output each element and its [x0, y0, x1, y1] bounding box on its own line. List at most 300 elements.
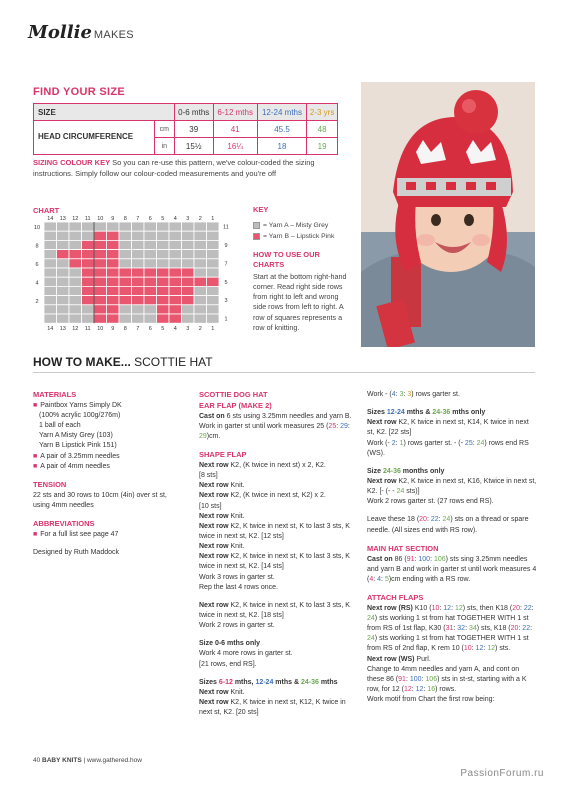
shape-flap-rows: [199, 461, 354, 593]
chart-cell: [94, 296, 107, 305]
chart-top-number: 6: [148, 216, 152, 222]
size-col-3: 2-3 yrs: [307, 104, 338, 121]
chart-cell: [157, 277, 170, 286]
shape-flap-row-10: Rep the last 4 rows once.: [199, 583, 278, 591]
chart-cell: [44, 296, 57, 305]
garter-para: Work in garter st until work measures 25 (25: 29: 29)cm.: [199, 422, 350, 441]
baby-hat-photo: [361, 82, 535, 347]
chart-cell: [94, 222, 107, 231]
chart-cell: [94, 240, 107, 249]
materials-item-2: ■ A pair of 3.25mm needles: [33, 452, 183, 462]
leave-para: Leave these 18 (20: 22: 24) sts on a thread or spare needle. (All sizes end with RS row).: [367, 516, 529, 534]
chart-top-number: 8: [123, 216, 127, 222]
chart-key: [253, 205, 353, 333]
chart-cell: [94, 277, 107, 286]
chart-cell: [169, 305, 182, 314]
chart-bottom-number: 11: [84, 326, 91, 333]
footer-title: BABY KNITS: [42, 757, 82, 764]
chart-left-number: 6: [35, 262, 39, 268]
bullet-icon: ■: [33, 401, 38, 409]
motif-para: Work motif from Chart the first row being:: [367, 696, 495, 704]
chart-cell: [169, 259, 182, 268]
work-rows-para: Work - (4: 3: 3) rows garter st.: [367, 391, 460, 398]
chart-top-number: 2: [198, 216, 202, 222]
chart-cell: [207, 240, 220, 249]
chart-cell: [144, 305, 157, 314]
chart-cell: [57, 240, 70, 249]
chart-cell: [207, 231, 220, 240]
chart-cell: [157, 240, 170, 249]
chart-top-number: 12: [72, 216, 79, 222]
chart-bottom-number: 13: [59, 326, 66, 333]
chart-bottom-number: 10: [97, 326, 104, 333]
chart-cell: [144, 250, 157, 259]
chart-cell: [182, 277, 195, 286]
chart-cell: [132, 268, 145, 277]
chart-cell: [82, 231, 95, 240]
chart-bottom-number: 7: [136, 326, 140, 333]
chart-cell: [69, 277, 82, 286]
size06-text2: [21 rows, end RS].: [199, 660, 257, 668]
chart-bottom-number: 2: [198, 326, 202, 333]
chart-top-number: 13: [59, 216, 66, 222]
chart-cell: [44, 305, 57, 314]
abbreviations-title: ABBREVIATIONS: [33, 519, 95, 529]
chart-bottom-number: 9: [111, 326, 115, 333]
size-col-1: 6-12 mths: [213, 104, 257, 121]
shape-flap-row-4: [10 sts]: [199, 502, 222, 510]
chart-cell: [194, 296, 207, 305]
chart-cell: [82, 250, 95, 259]
cm-value-2: 45.5: [257, 121, 307, 138]
shape-flap-row-9: Work 3 rows in garter st.: [199, 573, 275, 581]
sizes-1224-title: Sizes 12-24 mths & 24-36 mths only: [367, 409, 486, 417]
chart-cell: [82, 314, 95, 323]
chart-bottom-number: 4: [173, 326, 177, 333]
chart-cell: [69, 259, 82, 268]
materials-title: MATERIALS: [33, 390, 77, 399]
chart-cell: [119, 296, 132, 305]
sizing-colour-key: [33, 158, 333, 179]
chart-cell: [119, 277, 132, 286]
chart-cell: [194, 314, 207, 323]
in-value-1: 16¼: [213, 138, 257, 155]
size-2436-row: Next row K2, K twice in next st, K16, Ktwice in next st, K2. [- (- - 24 sts)]: [367, 477, 537, 496]
chart-cell: [157, 296, 170, 305]
baby-hat-illustration: [361, 82, 535, 347]
chart-cell: [207, 277, 220, 286]
chart-cell: [57, 259, 70, 268]
attach-rs-row: Next row (RS) K10 (10: 12: 12) sts, then K18 (20: 22: 24) sts working 1 st from hat TOGETHER WITH 1 st from RS of 1st flap, K30 (31: 32: 34) sts, K18 (20: 22: 24) sts working 1 st from hat TOGETHER WITH 1 st from RS of 2nd flap, K rem 10 (10: 12: 12) sts.: [367, 604, 534, 653]
shape-flap-row-7: Next row Knit.: [199, 543, 245, 551]
sizes-rows: [199, 688, 354, 718]
designer-credit: Designed by Ruth Maddock: [33, 549, 119, 557]
chart-cell: [132, 250, 145, 259]
chart-cell: [44, 259, 57, 268]
cm-value-3: 48: [307, 121, 338, 138]
chart-cell: [107, 222, 120, 231]
size-cm-row: [34, 121, 338, 138]
chart-cell: [194, 250, 207, 259]
unit-cm: cm: [154, 121, 174, 138]
chart-top-number: 14: [47, 216, 54, 222]
head-circumference-label: HEAD CIRCUMFERENCE: [34, 121, 155, 155]
howto-charts-title: HOW TO USE OUR CHARTS: [253, 250, 320, 269]
chart-cell: [132, 222, 145, 231]
chart-top-number: 1: [211, 216, 215, 222]
chart-cell: [44, 250, 57, 259]
in-value-2: 18: [257, 138, 307, 155]
chart-cell: [119, 240, 132, 249]
change-needles-para: Change to 4mm needles and yarn A, and cont on these 86 (91: 100: 106) sts in st-st, starting with a K row, for 12 (12: 12: 16) rows.: [367, 665, 527, 693]
shape-flap-row-b-1: Work 2 rows in garter st.: [199, 622, 275, 630]
chart-cell: [144, 259, 157, 268]
chart-cell: [57, 277, 70, 286]
bullet-icon: ■: [33, 462, 38, 470]
chart-cell: [169, 268, 182, 277]
chart-right-number: 11: [223, 224, 229, 231]
materials-line-3: Yarn A Misty Grey (103): [39, 432, 113, 440]
chart-top-number: 10: [97, 216, 104, 222]
key-yarn-b: [253, 232, 353, 241]
chart-cell: [207, 222, 220, 231]
chart-cell: [169, 231, 182, 240]
chart-cell: [182, 305, 195, 314]
size-2436-work: Work 2 rows garter st. (27 rows end RS).: [367, 498, 494, 506]
chart-cell: [169, 222, 182, 231]
chart-cell: [169, 240, 182, 249]
chart-cell: [57, 305, 70, 314]
chart-cell: [182, 286, 195, 295]
chart-left-number: 10: [33, 225, 41, 232]
chart-cell: [119, 231, 132, 240]
chart-cell: [207, 268, 220, 277]
chart-cell: [182, 222, 195, 231]
chart-cell: [182, 250, 195, 259]
chart-top-number: 7: [136, 216, 140, 222]
chart-cell: [182, 259, 195, 268]
chart-cell: [107, 268, 120, 277]
chart-cell: [69, 314, 82, 323]
chart-cell: [157, 305, 170, 314]
chart-cell: [194, 231, 207, 240]
chart-cell: [119, 268, 132, 277]
chart-cell: [57, 231, 70, 240]
chart-cell: [144, 268, 157, 277]
howto-heading-rest: SCOTTIE HAT: [130, 355, 213, 369]
attach-flaps-title: ATTACH FLAPS: [367, 592, 424, 602]
chart-cell: [94, 231, 107, 240]
chart-cell: [144, 277, 157, 286]
chart-cell: [132, 240, 145, 249]
page-number: 40: [33, 757, 41, 764]
main-hat-title: MAIN HAT SECTION: [367, 543, 439, 553]
magazine-logo: Mollie: [28, 22, 92, 43]
chart-cell: [194, 240, 207, 249]
chart-cell: [44, 286, 57, 295]
key-title: KEY: [253, 205, 269, 214]
chart-cell: [169, 277, 182, 286]
chart-cell: [182, 240, 195, 249]
size-header-row: [34, 104, 338, 121]
chart-cell: [182, 231, 195, 240]
chart-bottom-number: 5: [161, 326, 165, 333]
key-yarn-b-label: = Yarn B – Lipstick Pink: [263, 233, 335, 241]
materials-item-1: ■ Paintbox Yarns Simply DK: [33, 401, 183, 411]
chart-cell: [69, 231, 82, 240]
key-yarn-a: [253, 221, 353, 230]
chart-cell: [44, 231, 57, 240]
chart-cell: [69, 305, 82, 314]
chart-cell: [132, 314, 145, 323]
chart-bottom-number: 6: [148, 326, 152, 333]
column-main-hat: [367, 390, 537, 705]
chart-cell: [57, 296, 70, 305]
sizing-colour-key-label: SIZING COLOUR KEY: [33, 158, 111, 167]
chart-cell: [182, 314, 195, 323]
materials-line-1: (100% acrylic 100g/276m): [39, 412, 121, 420]
bullet-icon: ■: [33, 452, 38, 460]
chart-cell: [132, 286, 145, 295]
chart-cell: [107, 314, 120, 323]
chart-cell: [207, 286, 220, 295]
page-footer: [33, 757, 142, 764]
chart-cell: [107, 250, 120, 259]
magazine-header: [28, 22, 134, 42]
divider: [33, 372, 535, 373]
abbreviations-item: ■ For a full list see page 47: [33, 530, 183, 540]
hat-title: SCOTTIE DOG HAT: [199, 390, 268, 399]
size-label: SIZE: [34, 104, 175, 121]
chart-cell: [94, 250, 107, 259]
chart-cell: [182, 268, 195, 277]
chart-cell: [107, 286, 120, 295]
chart-cell: [157, 286, 170, 295]
chart-top-number: 4: [173, 216, 177, 222]
chart-cell: [194, 305, 207, 314]
shape-flap-rows-2: [199, 601, 354, 631]
chart-cell: [132, 296, 145, 305]
chart-top-number: 5: [161, 216, 165, 222]
cast-on-para: Cast on 6 sts using 3.25mm needles and yarn B.: [199, 412, 352, 420]
attach-ws-row: Next row (WS) Purl.: [367, 655, 431, 663]
chart-cell: [157, 250, 170, 259]
shape-flap-row-0: Next row K2, (K twice in next st) x 2, K2.: [199, 462, 326, 470]
chart-left-number: 2: [35, 298, 39, 305]
shape-flap-row-3: Next row K2, (K twice in next st, K2) x 2.: [199, 492, 326, 500]
yarn-b-swatch: [253, 233, 260, 240]
materials-line-4: Yarn B Lipstick Pink 151): [39, 442, 117, 450]
chart-cell: [44, 314, 57, 323]
footer-url: www.gathered.how: [86, 757, 142, 764]
chart-top-number: 11: [84, 216, 91, 222]
chart-cell: [44, 240, 57, 249]
cm-value-0: 39: [174, 121, 213, 138]
sizing-colour-key-text: So you can re-use this pattern, we've colour-coded the sizing instructions. Simply follow our colour-coded measurements and you're off: [33, 158, 315, 178]
chart-right-number: 1: [224, 316, 228, 323]
chart-cell: [207, 259, 220, 268]
chart-bottom-number: 1: [211, 326, 215, 333]
chart-cell: [194, 277, 207, 286]
chart-cell: [94, 286, 107, 295]
chart-cell: [82, 259, 95, 268]
chart-cell: [207, 250, 220, 259]
chart-cell: [94, 268, 107, 277]
chart-cell: [144, 222, 157, 231]
shape-flap-row-1: [8 sts]: [199, 472, 218, 480]
chart-cell: [119, 222, 132, 231]
chart-cell: [157, 231, 170, 240]
chart-cell: [69, 250, 82, 259]
chart-cell: [169, 314, 182, 323]
chart-label: CHART: [33, 206, 60, 215]
chart-cell: [169, 286, 182, 295]
chart-cell: [119, 259, 132, 268]
chart-cell: [119, 314, 132, 323]
chart-cell: [182, 296, 195, 305]
chart-cell: [44, 222, 57, 231]
chart-cell: [119, 250, 132, 259]
chart-right-number: 9: [224, 243, 228, 249]
chart-cell: [69, 268, 82, 277]
size06-title: Size 0-6 mths only: [199, 640, 261, 648]
column-ear-flap: [199, 390, 354, 718]
chart-cell: [207, 314, 220, 323]
chart-cell: [107, 240, 120, 249]
shape-flap-title: SHAPE FLAP: [199, 450, 247, 460]
column-materials: [33, 390, 183, 558]
size-col-0: 0-6 mths: [174, 104, 213, 121]
chart-right-number: 7: [224, 261, 228, 268]
in-value-0: 15½: [174, 138, 213, 155]
chart-cell: [82, 286, 95, 295]
in-value-3: 19: [307, 138, 338, 155]
chart-cell: [194, 286, 207, 295]
chart-cell: [69, 222, 82, 231]
chart-cell: [144, 286, 157, 295]
chart-cell: [82, 296, 95, 305]
size-col-2: 12-24 mths: [257, 104, 307, 121]
tension-text: 22 sts and 30 rows to 10cm (4in) over st st, using 4mm needles: [33, 491, 167, 509]
yarn-a-swatch: [253, 222, 260, 229]
chart-cell: [119, 305, 132, 314]
shape-flap-row-8: Next row K2, K twice in next st, K to last 3 sts, K twice in next st, K2. [14 sts]: [199, 553, 350, 571]
shape-flap-row-2: Next row Knit.: [199, 482, 245, 490]
size-2436-title: Size 24-36 months only: [367, 467, 445, 475]
chart-bottom-number: 3: [186, 326, 190, 333]
chart-cell: [144, 296, 157, 305]
chart-cell: [69, 286, 82, 295]
chart-cell: [157, 314, 170, 323]
chart-cell: [57, 268, 70, 277]
chart-bottom-number: 14: [47, 326, 54, 333]
chart-bottom-number: 12: [72, 326, 79, 333]
watermark: PassionForum.ru: [460, 768, 544, 779]
chart-cell: [82, 240, 95, 249]
chart-cell: [57, 286, 70, 295]
chart-cell: [44, 277, 57, 286]
chart-cell: [207, 296, 220, 305]
chart-cell: [194, 268, 207, 277]
chart-top-number: 3: [186, 216, 190, 222]
sizes-1224-work: Work (- 2: 1) rows garter st. - (- 25: 24) rows end RS (WS).: [367, 439, 529, 457]
howto-heading: [33, 355, 213, 369]
chart-cell: [57, 314, 70, 323]
unit-in: in: [154, 138, 174, 155]
tension-title: TENSION: [33, 479, 67, 489]
chart-bottom-number: 8: [123, 326, 127, 333]
shape-flap-row-6: Next row K2, K twice in next st, K to last 3 sts, K twice in next st, K2. [12 sts]: [199, 522, 350, 541]
chart-cell: [82, 268, 95, 277]
find-size-title: FIND YOUR SIZE: [33, 86, 126, 98]
chart-right-number: 5: [224, 279, 228, 286]
chart-cell: [194, 259, 207, 268]
cm-value-1: 41: [213, 121, 257, 138]
size06-text: Work 4 more rows in garter st.: [199, 650, 293, 658]
chart-cell: [207, 305, 220, 314]
chart-cell: [157, 259, 170, 268]
chart-cell: [107, 231, 120, 240]
chart-cell: [144, 240, 157, 249]
chart-cell: [57, 222, 70, 231]
chart-cell: [94, 314, 107, 323]
chart-cell: [119, 286, 132, 295]
chart-left-number: 4: [35, 280, 39, 287]
chart-cell: [107, 305, 120, 314]
size-table: [33, 103, 338, 155]
howto-charts-text: Start at the bottom right-hand corner. Read right side rows from right to left and wrong side rows from left to right. A row of squares represents a row of knitting.: [253, 272, 347, 332]
chart-cell: [82, 277, 95, 286]
chart-cell: [82, 222, 95, 231]
footer-separator: |: [83, 757, 86, 764]
sizes-title: Sizes 6-12 mths, 12-24 mths & 24-36 mths: [199, 678, 338, 686]
chart-cell: [69, 296, 82, 305]
chart-right-number: 3: [224, 298, 228, 305]
shape-flap-row-b-0: Next row K2, K twice in next st, K to last 3 sts, K twice in next st, K2. [18 sts]: [199, 601, 350, 620]
motif-chart: [30, 212, 240, 338]
chart-cell: [94, 259, 107, 268]
chart-cell: [132, 277, 145, 286]
chart-cell: [169, 250, 182, 259]
chart-cell: [44, 268, 57, 277]
chart-cell: [57, 250, 70, 259]
chart-cell: [132, 231, 145, 240]
chart-top-number: 9: [111, 216, 115, 222]
chart-cell: [132, 259, 145, 268]
chart-cell: [132, 305, 145, 314]
shape-flap-row-5: Next row Knit.: [199, 512, 245, 520]
chart-cell: [157, 268, 170, 277]
key-yarn-a-label: = Yarn A – Misty Grey: [263, 222, 329, 230]
chart-cell: [94, 305, 107, 314]
chart-cell: [144, 231, 157, 240]
chart-left-number: 8: [35, 243, 39, 250]
materials-line-2: 1 ball of each: [39, 422, 81, 430]
chart-cell: [194, 222, 207, 231]
sizes-1224-row: Next row K2, K twice in next st, K14, K twice in next st, K2. [22 sts]: [367, 419, 529, 437]
materials-item-3: ■ A pair of 4mm needles: [33, 462, 183, 472]
chart-cell: [144, 314, 157, 323]
chart-cell: [157, 222, 170, 231]
sizes-row-1: Next row K2, K twice in next st, K12, K twice in next st, K2. [20 sts]: [199, 699, 346, 717]
bullet-icon: ■: [33, 530, 38, 538]
chart-cell: [169, 296, 182, 305]
chart-cell: [107, 259, 120, 268]
chart-cell: [69, 240, 82, 249]
chart-cell: [107, 296, 120, 305]
main-hat-cast-on: Cast on 86 (91: 100: 106) sts sing 3.25mm needles and yarn B and work in garter st until work measures 4 (4: 4: 5)cm ending with a RS row.: [367, 555, 537, 583]
chart-cell: [107, 277, 120, 286]
